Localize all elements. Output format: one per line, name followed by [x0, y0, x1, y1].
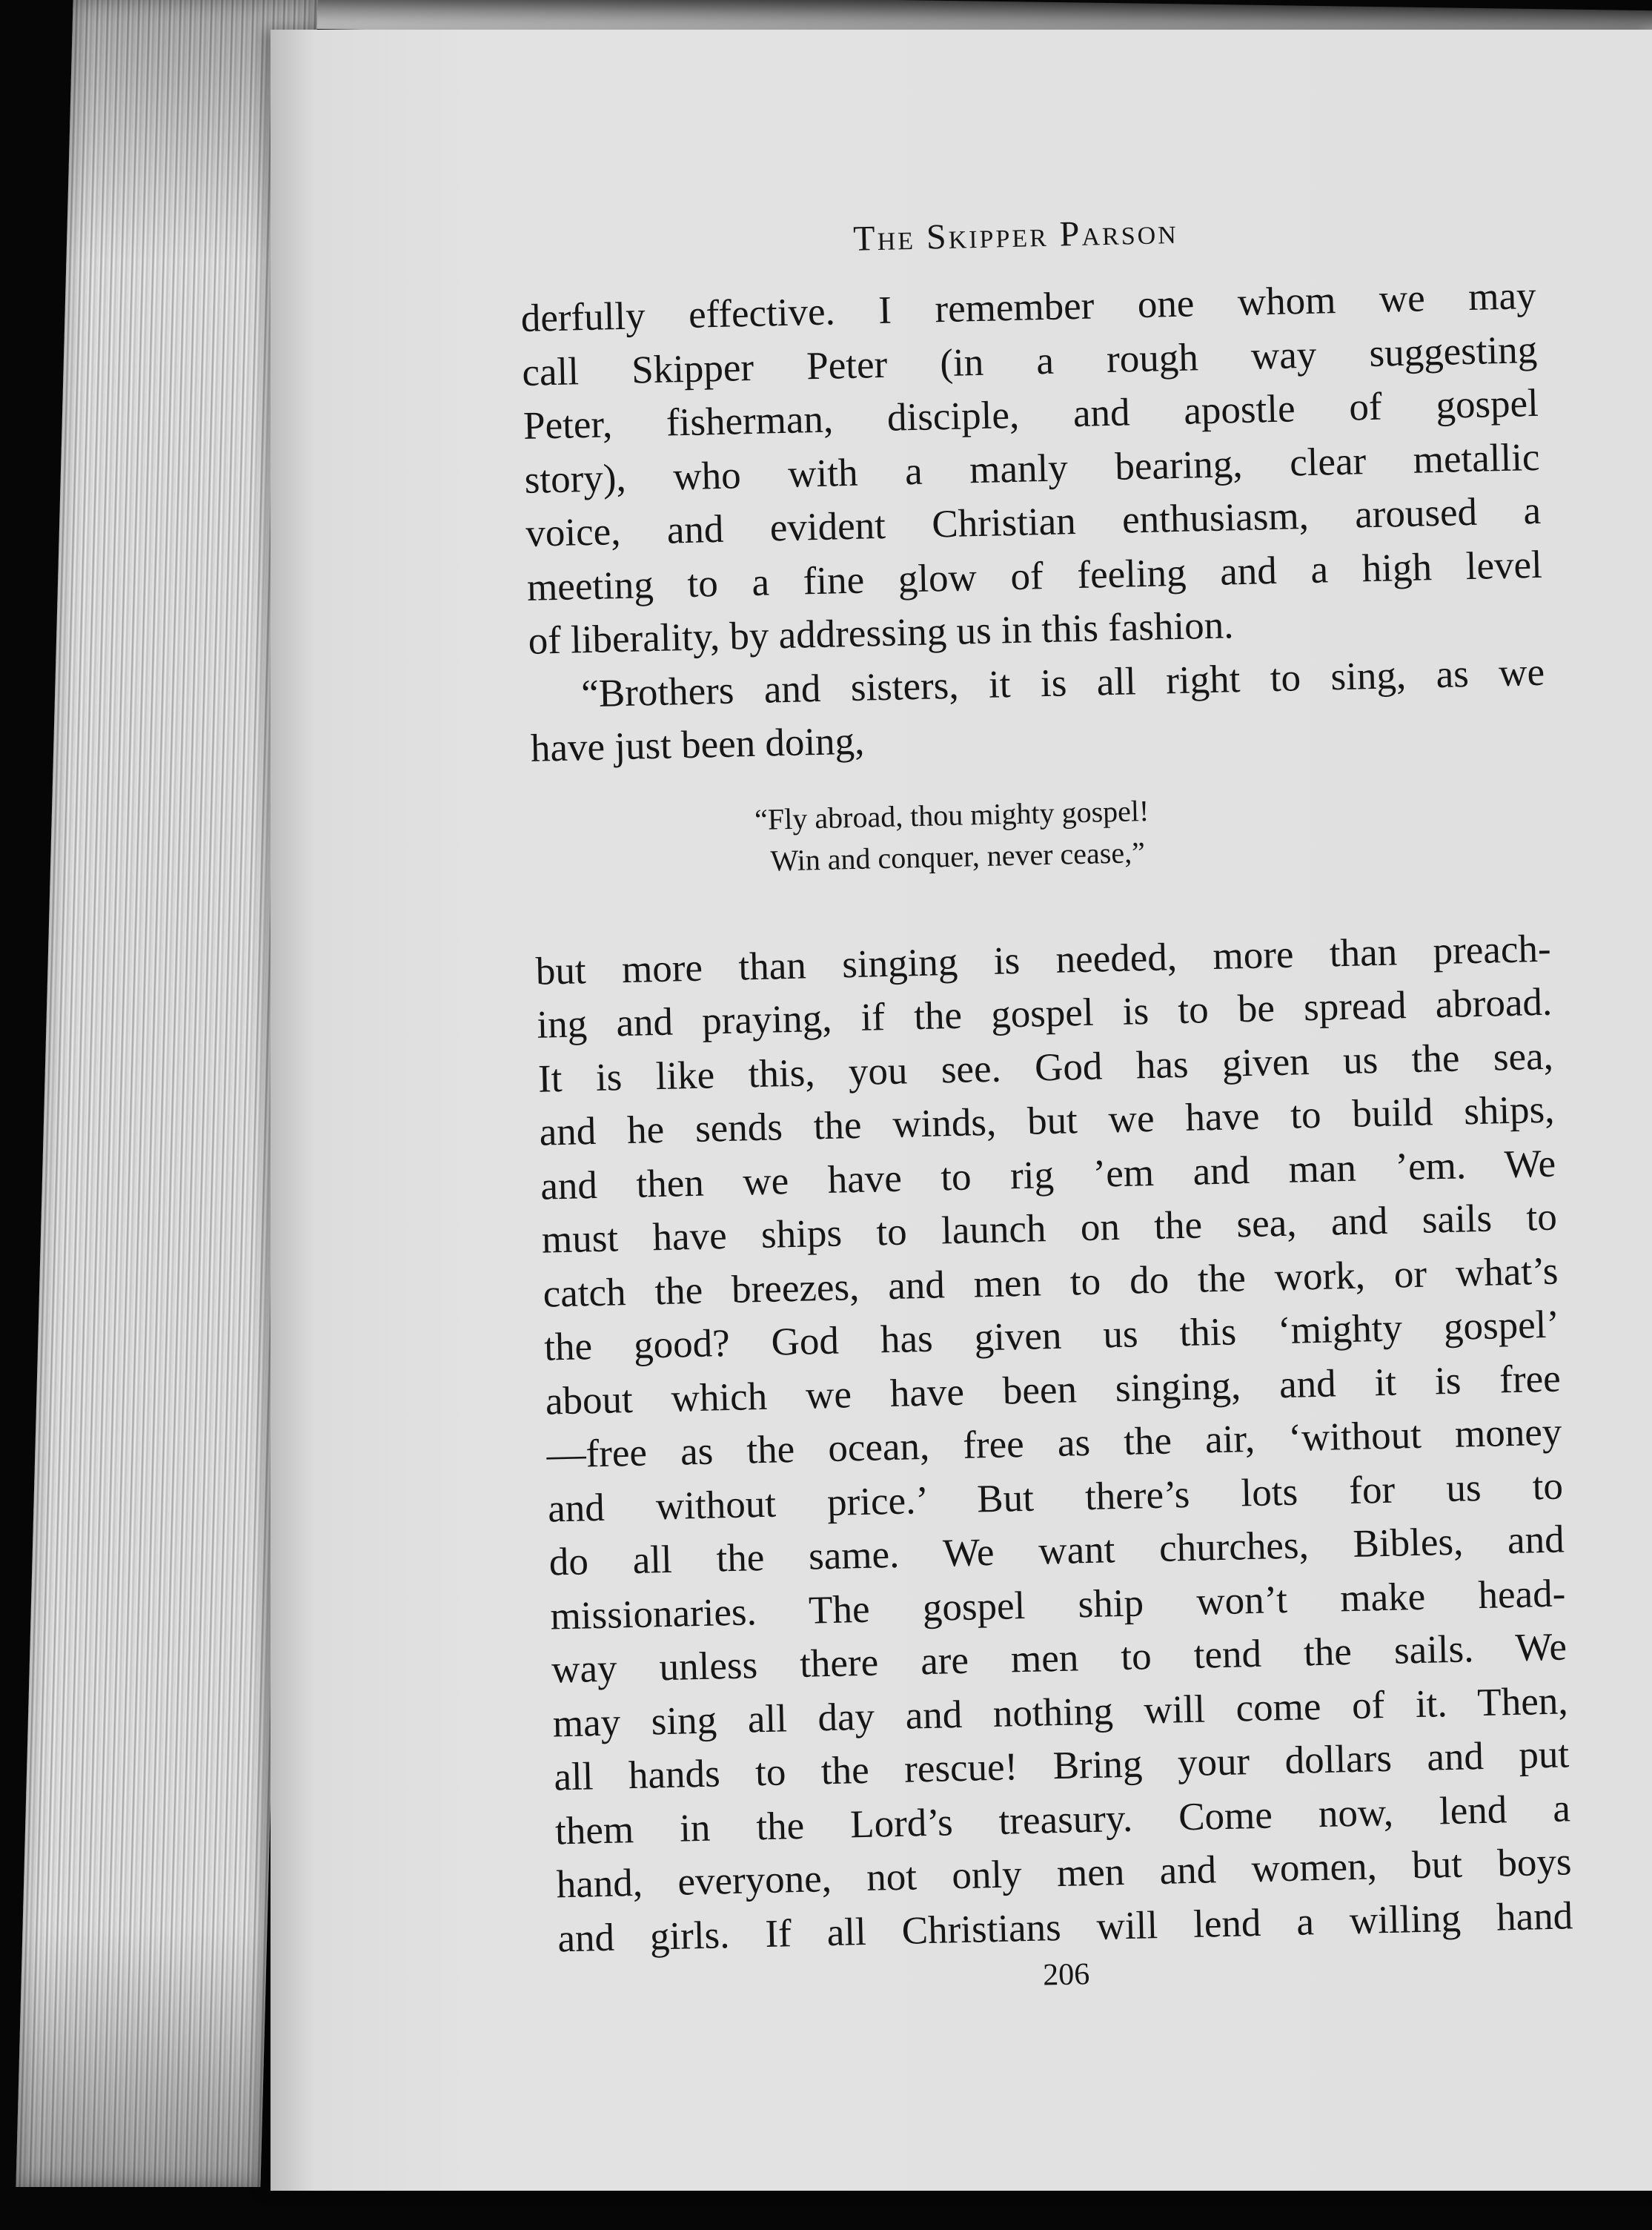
text-line: may sing all day and nothing will come of it. Then,	[552, 1678, 1569, 1745]
verse-quotation	[754, 781, 1549, 881]
text-line: way unless there are men to tend the sails. We	[551, 1625, 1568, 1692]
text-line: ing and praying, if the gospel is to be spread abroad.	[536, 980, 1553, 1047]
text-line: but more than singing is needed, more than preach-	[535, 927, 1552, 993]
text-line: “Brothers and sisters, it is all right to sing, as we	[580, 650, 1545, 715]
text-line: meeting to a fine glow of feeling and a high level	[526, 543, 1543, 609]
text-line: must have ships to launch on the sea, and sails to	[541, 1195, 1558, 1262]
text-line: about which we have been singing, and it is free	[545, 1357, 1562, 1423]
text-line: missionaries. The gospel ship won’t make head-	[549, 1571, 1566, 1638]
paragraph-2	[529, 645, 1547, 775]
text-line: all hands to the rescue! Bring your dollars and put	[553, 1733, 1570, 1799]
text-line: hand, everyone, not only men and women, but boys	[556, 1840, 1573, 1907]
text-line: voice, and evident Christian enthusiasm, aroused a	[525, 489, 1542, 555]
text-line: and then we have to rig ’em and man ’em. We	[540, 1142, 1556, 1208]
text-line: derfully effective. I remember one whom we may	[520, 274, 1537, 340]
text-line: It is like this, you see. God has given us the sea,	[537, 1034, 1554, 1101]
text-line: them in the Lord’s treasury. Come now, lend a	[554, 1786, 1571, 1853]
text-line: of liberality, by addressing us in this fashion.	[528, 603, 1235, 663]
text-line: catch the breezes, and men to do the work, or what’s	[543, 1249, 1559, 1316]
paragraph-3	[535, 922, 1573, 1965]
text-line: —free as the ocean, free as the air, ‘without money	[545, 1410, 1562, 1477]
text-line: Peter, fisherman, disciple, and apostle of gospel	[523, 381, 1539, 448]
verse-line: “Fly abroad, thou mighty gospel!	[754, 793, 1150, 836]
text-line: the good? God has given us this ‘mighty gospel’	[543, 1303, 1560, 1369]
text-line: do all the same. We want churches, Bibles, and	[548, 1518, 1565, 1584]
text-line: call Skipper Peter (in a rough way suggesting	[521, 328, 1538, 394]
text-line: and without price.’ But there’s lots for us to	[547, 1463, 1564, 1531]
verse-line: Win and conquer, never cease,”	[769, 835, 1146, 878]
running-head: The Skipper Parson	[852, 211, 1179, 259]
text-line: and girls. If all Christians will lend a willing hand	[557, 1893, 1573, 1960]
text-line: have just been doing,	[530, 719, 865, 770]
text-line: story), who with a manly bearing, clear metallic	[524, 435, 1541, 502]
page-number: 206	[1042, 1957, 1090, 1993]
text-line: and he sends the winds, but we have to build ships,	[539, 1088, 1556, 1154]
page-text	[519, 203, 1574, 2004]
paragraph-1	[520, 269, 1544, 668]
